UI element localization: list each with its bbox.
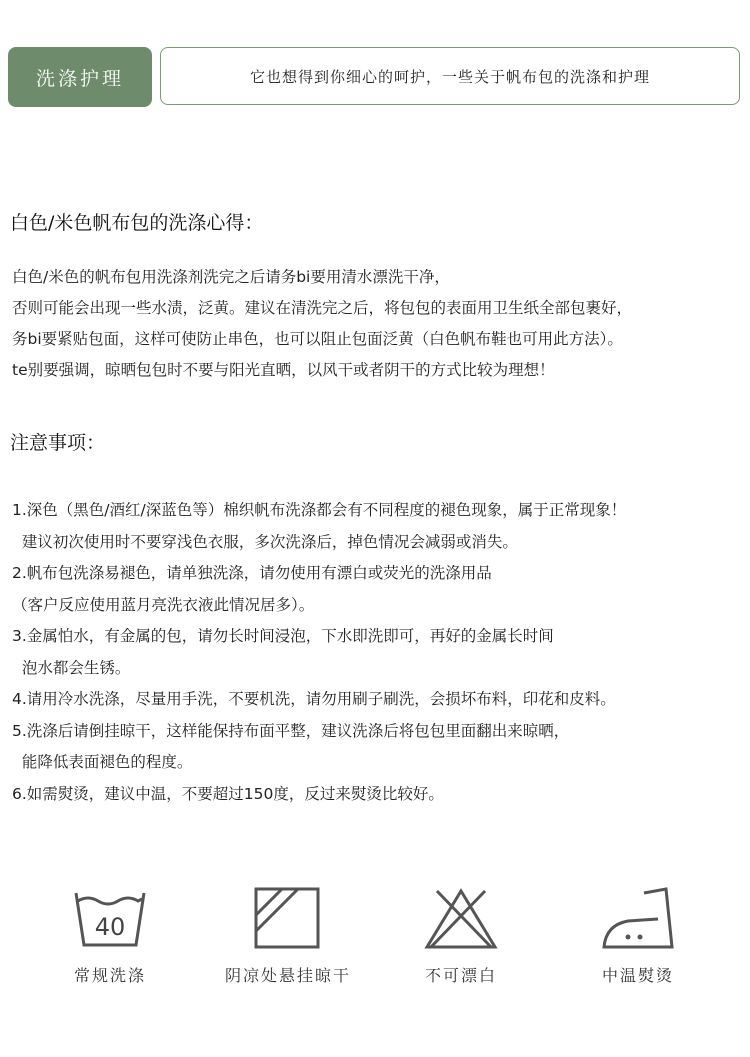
note-line: 4.请用冷水洗涤，尽量用手洗，不要机洗，请勿用刷子刷洗，会损坏布料，印花和皮料。 <box>12 690 616 708</box>
care-label: 不可漂白 <box>424 966 497 985</box>
shade-dry-icon <box>248 885 328 951</box>
care-label: 常规洗涤 <box>73 966 146 985</box>
iron-medium-icon <box>598 885 678 951</box>
care-icon-item <box>568 885 708 986</box>
note-line: （客户反应使用蓝月亮洗衣液此情况居多）。 <box>12 595 315 614</box>
care-icon-item <box>218 885 358 986</box>
note-line: 建议初次使用时不要穿浅色衣服，多次洗涤后，掉色情况会减弱或消失。 <box>12 532 518 551</box>
care-label: 阴凉处悬挂晾干 <box>224 966 351 985</box>
care-label: 中温熨烫 <box>601 966 674 985</box>
notes-title: 注意事项： <box>10 432 106 454</box>
white-bag-care-title: 白色/米色帆布包的洗涤心得： <box>10 212 264 234</box>
paragraph-line: 否则可能会出现一些水渍，泛黄。建议在清洗完之后，将包包的表面用卫生纸全部包裹好， <box>12 299 633 317</box>
care-icon-item <box>40 885 180 986</box>
header-subtitle: 它也想得到你细心的呵护，一些关于帆布包的洗涤和护理 <box>160 47 740 105</box>
paragraph-line: 务bi要紧贴包面，这样可使防止串色，也可以阻止包面泛黄（白色帆布鞋也可用此方法）。 <box>12 330 623 348</box>
wash-temp: 40 <box>94 913 126 941</box>
note-line: 6.如需熨烫，建议中温，不要超过150度，反过来熨烫比较好。 <box>12 784 444 803</box>
wash-40-icon <box>70 885 150 951</box>
note-line: 1.深色（黑色/酒红/深蓝色等）棉织帆布洗涤都会有不同程度的褪色现象，属于正常现象！ <box>12 501 627 519</box>
paragraph-line: te别要强调，晾晒包包时不要与阳光直晒，以风干或者阴干的方式比较为理想！ <box>12 361 555 379</box>
no-bleach-icon <box>421 885 501 951</box>
note-line: 2.帆布包洗涤易褪色，请单独洗涤，请勿使用有漂白或荧光的洗涤用品 <box>12 564 492 582</box>
notes-list <box>12 495 626 810</box>
note-line: 能降低表面褪色的程度。 <box>12 753 193 771</box>
care-icons-row <box>0 885 750 1005</box>
paragraph-line: 白色/米色的帆布包用洗涤剂洗完之后请务bi要用清水漂洗干净， <box>12 268 450 286</box>
note-line: 3.金属怕水，有金属的包，请勿长时间浸泡，下水即洗即可，再好的金属长时间 <box>12 627 554 645</box>
white-bag-care-text <box>12 262 632 386</box>
note-line: 5.洗涤后请倒挂晾干，这样能保持布面平整，建议洗涤后将包包里面翻出来晾晒， <box>12 721 570 740</box>
note-line: 泡水都会生锈。 <box>12 658 131 677</box>
care-icon-item <box>391 885 531 986</box>
care-tag: 洗涤护理 <box>8 47 152 107</box>
